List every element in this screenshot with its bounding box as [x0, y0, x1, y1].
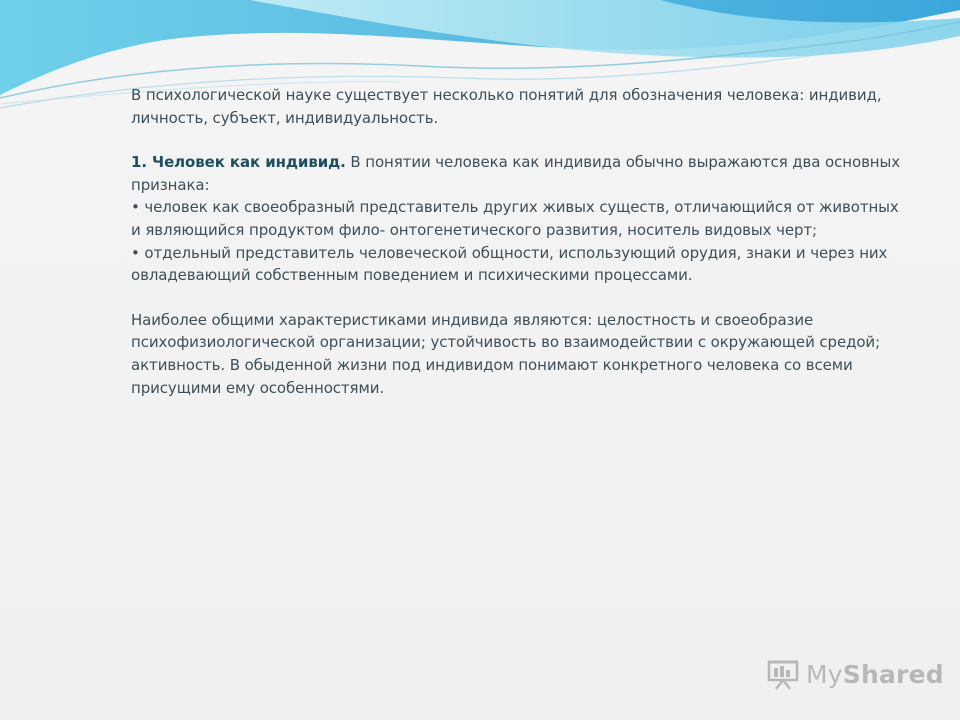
intro-paragraph: В психологической науке существует несколько понятий для обозначения человека: индивид, личность, субъект, индивидуальность.: [131, 86, 882, 127]
bullet-item-1: • человек как своеобразный представитель других живых существ, отличающийся от животных и являющийся продуктом фило- онтогенетического развития, носитель видовых черт;: [131, 198, 899, 239]
slide-body: [131, 84, 901, 399]
spacer: [131, 129, 901, 151]
watermark-brand-bold: Shared: [842, 659, 944, 689]
bullet-item-2: • отдельный представитель человеческой общности, использующий орудия, знаки и через них овладевающий собственным поведением и психическими процессами.: [131, 243, 888, 285]
section-heading: 1. Человек как индивид.: [131, 153, 346, 172]
section-paragraph: [131, 151, 901, 196]
watermark-brand-regular: My: [806, 659, 843, 689]
section-intro: В понятии человека как индивида обычно выражаются два основных признака:: [131, 153, 901, 194]
spacer: [131, 287, 901, 309]
myshared-watermark: [766, 656, 944, 692]
summary-paragraph: Наиболее общими характеристиками индивида являются: целостность и своеобразие психофизиологической организации; устойчивость во взаимодействии с окружающей средой; активность. В обыденной жизни под индивидом понимают конкретного человека со всеми присущими ему особенностями.: [131, 310, 881, 397]
presentation-board-icon: [766, 657, 800, 691]
watermark-text: [806, 660, 944, 689]
